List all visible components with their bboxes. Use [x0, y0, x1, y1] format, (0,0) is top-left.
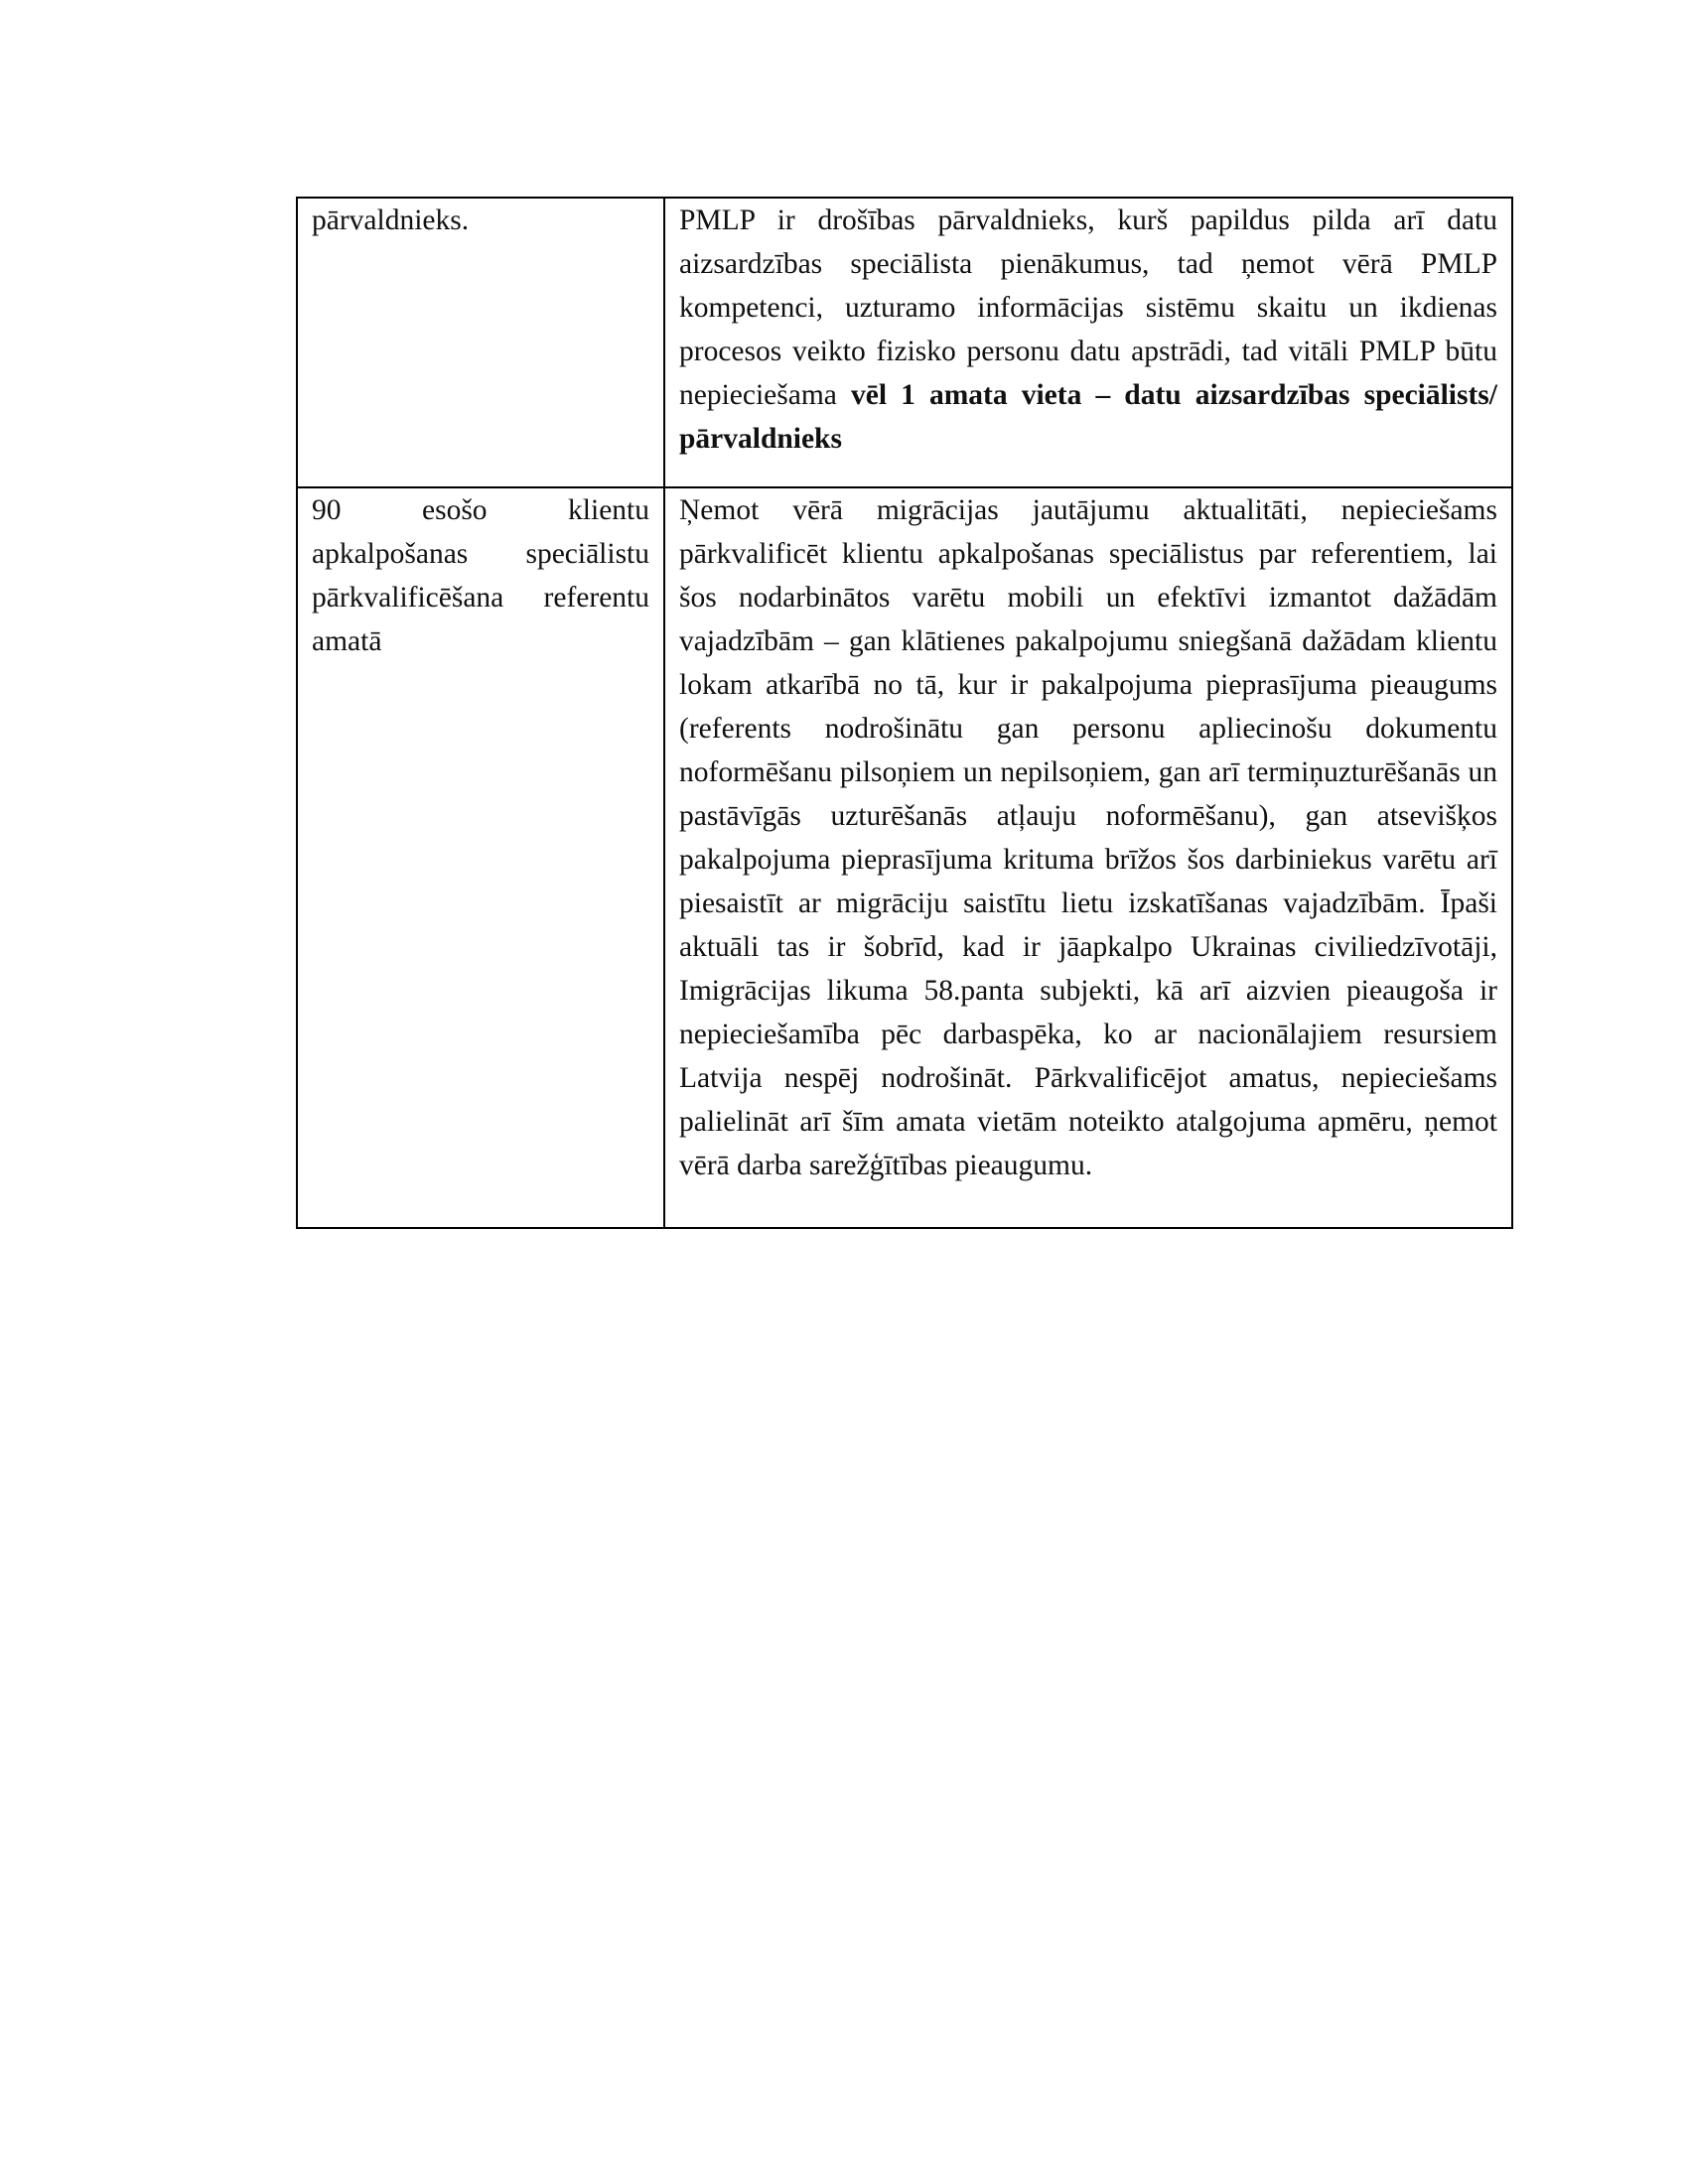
table-cell-measure: [297, 198, 664, 487]
table-row: [297, 487, 1512, 1228]
table-cell-measure: [297, 487, 664, 1228]
table-cell-justification: [664, 198, 1512, 487]
table-cell-justification: [664, 487, 1512, 1228]
justification-bold-text: vēl 1 amata vieta – datu aizsardzības speciālists/ pārvaldnieks: [679, 379, 1497, 455]
table-row: [297, 198, 1512, 487]
measure-text: pārvaldnieks.: [312, 205, 470, 236]
content-table: [296, 197, 1513, 1229]
measure-text: apkalpošanas speciālistu pārkvalificēšana referentu amatā: [312, 538, 649, 657]
justification-text: Ņemot vērā migrācijas jautājumu aktualitāti, nepieciešams pārkvalificēt klientu apkalpošanas speciālistus par referentiem, lai šos nodarbinātos varētu mobili un efektīvi izmantot dažādām vajadzībām – gan klātienes pakalpojumu sniegšanā dažādam klientu lokam atkarībā no tā, kur ir pakalpojuma pieprasījuma pieaugums (referents nodrošinātu gan personu apliecinošu dokumentu noformēšanu pilsoņiem un nepilsoņiem, gan arī termiņuzturēšanās un pastāvīgās uzturēšanās atļauju noformēšanu), gan atsevišķos pakalpojuma pieprasījuma krituma brīžos šos darbiniekus varētu arī piesaistīt ar migrāciju saistītu lietu izskatīšanas vajadzībām. Īpaši aktuāli tas ir šobrīd, kad ir jāapkalpo Ukrainas civiliedzīvotāji, Imigrācijas likuma 58.panta subjekti, kā arī aizvien pieaugoša ir nepieciešamība pēc darbaspēka, ko ar nacionālajiem resursiem Latvija nespēj nodrošināt. Pārkvalificējot amatus, nepieciešams palielināt arī šīm amata vietām noteikto atalgojuma apmēru, ņemot vērā darba sarežģītības pieaugumu.: [679, 494, 1497, 1181]
justification-text: PMLP ir drošības pārvaldnieks, kurš papildus pilda arī datu aizsardzības speciālista pienākumus, tad ņemot vērā PMLP kompetenci, uzturamo informācijas sistēmu skaitu un ikdienas procesos veikto fizisko personu datu apstrādi, tad vitāli PMLP būtu nepieciešama: [679, 205, 1497, 411]
measure-text-first-line: 90 esošo klientu: [312, 494, 649, 526]
